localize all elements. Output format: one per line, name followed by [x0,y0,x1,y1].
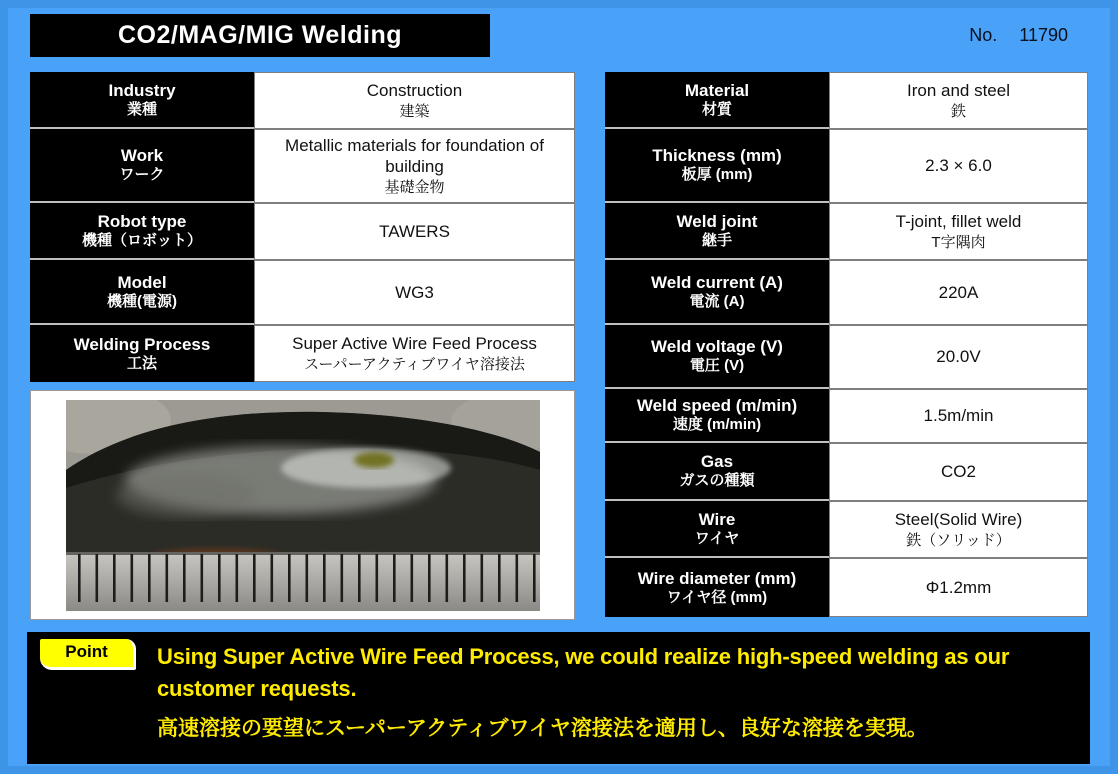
label-jp: 電流 (A) [689,292,745,310]
label-en: Welding Process [73,334,211,354]
label-jp: ガスの種類 [679,472,755,490]
spec-table-right [605,72,1088,617]
weld-voltage-label-cell [605,325,829,389]
value-en: Super Active Wire Feed Process [292,334,537,354]
label-jp: 材質 [701,100,732,118]
value-jp: T字隅肉 [931,233,986,251]
label-en: Gas [700,452,734,471]
model-label-cell [30,260,254,325]
label-en: Wire diameter (mm) [637,568,797,588]
label-en: Work [120,146,164,165]
value-en: 2.3 × 6.0 [925,156,992,176]
point-text-en: Using Super Active Wire Feed Process, we could realize high-speed welding as our customer requests. [157,644,1010,701]
photo-panel [30,390,575,620]
label-jp: ワーク [119,166,165,184]
label-en: Wire [698,509,736,529]
label-jp: 板厚 (mm) [681,166,753,184]
value-jp: 建築 [399,102,430,120]
point-badge: Point [40,639,136,670]
robot-type-value-cell [254,203,575,260]
work-label-cell [30,129,254,203]
material-value-cell [829,72,1088,129]
value-en: WG3 [395,282,434,302]
value-en: Steel(Solid Wire) [894,510,1023,530]
industry-value-cell [254,72,575,129]
doc-number-label: No. [969,25,998,45]
value-jp: 鉄 [950,102,966,120]
value-en: Metallic materials for foundation of building [285,135,544,177]
title-bar [30,14,490,57]
label-jp: 業種 [126,100,157,118]
doc-number [969,25,1068,46]
model-value-cell [254,260,575,325]
label-jp: 継手 [701,231,732,249]
label-en: Weld current (A) [651,272,783,292]
wire-value-cell [829,501,1088,558]
value-en: T-joint, fillet weld [895,212,1022,232]
value-en: Φ1.2mm [925,577,992,597]
industry-label-cell [30,72,254,129]
value-en: Iron and steel [906,81,1010,101]
label-jp: ワイヤ径 (mm) [666,588,768,606]
value-en: Construction [366,81,463,101]
value-jp: 鉄（ソリッド） [906,531,1011,549]
thickness-value-cell [829,129,1088,203]
label-jp: 速度 (m/min) [672,416,762,434]
label-en: Weld speed (m/min) [636,396,798,415]
weld-speed-label-cell [605,389,829,443]
value-en: TAWERS [379,221,450,241]
value-en: CO2 [941,462,976,482]
point-text-jp: 高速溶接の要望にスーパーアクティブワイヤ溶接法を適用し、良好な溶接を実現。 [157,717,928,740]
doc-number-value: 11790 [1019,25,1068,45]
gas-label-cell [605,443,829,501]
wire-diameter-label-cell [605,558,829,617]
label-en: Weld joint [676,211,758,231]
label-en: Weld voltage (V) [651,337,783,356]
thickness-label-cell [605,129,829,203]
gas-value-cell [829,443,1088,501]
spec-table-left [30,72,575,382]
label-en: Robot type [97,211,187,231]
value-jp: 基礎金物 [384,179,445,197]
work-value-cell [254,129,575,203]
value-jp: スーパーアクティブワイヤ溶接法 [304,355,525,373]
weld-current-label-cell [605,260,829,325]
material-label-cell [605,72,829,129]
wire-label-cell [605,501,829,558]
welding-process-value-cell [254,325,575,382]
weld-joint-label-cell [605,203,829,260]
label-en: Thickness (mm) [652,146,782,165]
label-jp: 工法 [126,354,157,372]
label-en: Industry [108,80,176,100]
label-jp: 電圧 (V) [689,357,745,375]
label-en: Model [117,272,167,292]
weld-speed-value-cell [829,389,1088,443]
label-jp: 機種（ロボット） [81,231,202,249]
wire-diameter-value-cell [829,558,1088,617]
value-en: 1.5m/min [923,406,994,426]
robot-type-label-cell [30,203,254,260]
label-jp: ワイヤ [694,529,740,547]
weld-joint-value-cell [829,203,1088,260]
label-en: Material [684,80,750,100]
label-jp: 機種(電源) [107,292,177,310]
weld-bead-photo [66,400,540,611]
point-panel [27,632,1090,764]
welding-process-label-cell [30,325,254,382]
weld-voltage-value-cell [829,325,1088,389]
weld-current-value-cell [829,260,1088,325]
value-en: 20.0V [936,347,981,367]
value-en: 220A [938,282,979,302]
page-title: CO2/MAG/MIG Welding [117,21,403,49]
